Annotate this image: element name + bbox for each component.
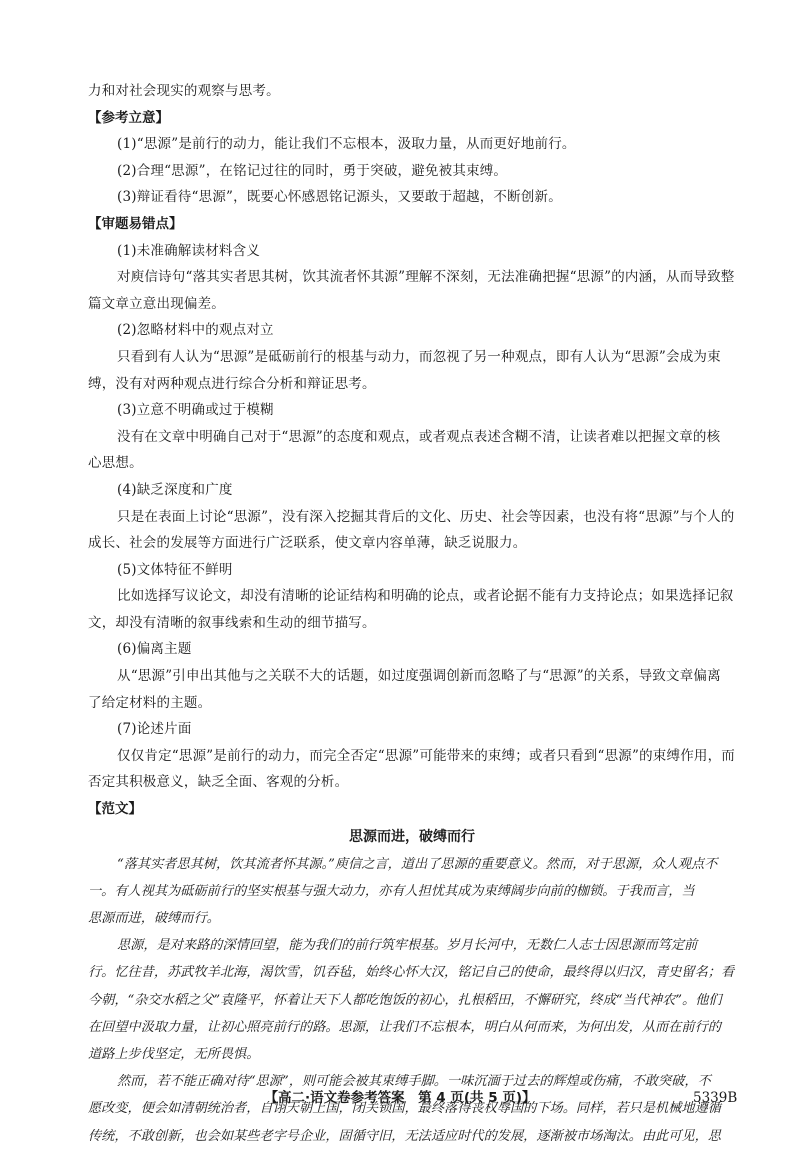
reference-idea-item: (3)辩证看待“思源”，既要心怀感恩铭记源头，又要敢于超越，不断创新。 bbox=[117, 189, 562, 206]
pitfall-text: 成长、社会的发展等方面进行广泛联系，使文章内容单薄，缺乏说服力。 bbox=[88, 535, 527, 552]
pitfall-text: 心思想。 bbox=[88, 455, 143, 472]
essay-line: 行。忆往昔，苏武牧羊北海，渴饮雪，饥吞毡，始终心怀大汉，铭记自己的使命，最终得以归汉，青史留名；看 bbox=[88, 965, 735, 981]
pitfall-text: 没有在文章中明确自己对于“思源”的态度和观点，或者观点表述含糊不清，让读者难以把握文章的核 bbox=[117, 428, 721, 445]
pitfall-text: 从“思源”引申出其他与之关联不大的话题，如过度强调创新而忽略了与“思源”的关系，导致文章偏离 bbox=[117, 668, 721, 685]
pitfall-text: 缚，没有对两种观点进行综合分析和辩证思考。 bbox=[88, 375, 376, 392]
pitfall-title: (6)偏离主题 bbox=[117, 641, 192, 658]
pitfall-title: (4)缺乏深度和广度 bbox=[117, 481, 233, 498]
footer-exam-code: 5339B bbox=[693, 1090, 738, 1106]
pitfall-title: (3)立意不明确或过于模糊 bbox=[117, 402, 274, 419]
pitfall-title: (7)论述片面 bbox=[117, 721, 192, 738]
intro-line: 力和对社会现实的观察与思考。 bbox=[88, 83, 280, 99]
page-content bbox=[88, 78, 736, 1150]
pitfall-text: 只看到有人认为“思源”是砥砺前行的根基与动力，而忽视了另一种观点，即有人认为“思源”会成为束 bbox=[117, 348, 721, 365]
pitfall-title: (1)未准确解读材料含义 bbox=[117, 242, 261, 259]
essay-line: 思源而进，破缚而行。 bbox=[88, 911, 220, 927]
pitfall-title: (2)忽略材料中的观点对立 bbox=[117, 322, 274, 339]
essay-line: 思源，是对来路的深情回望，能为我们的前行筑牢根基。岁月长河中，无数仁人志士因思源而笃定前 bbox=[117, 938, 698, 954]
model-essay-heading: 【范文】 bbox=[88, 801, 142, 818]
pitfall-text: 仅仅肯定“思源”是前行的动力，而完全否定“思源”可能带来的束缚；或者只看到“思源”的束缚作用，而 bbox=[117, 747, 736, 764]
reference-idea-item: (1)“思源”是前行的动力，能让我们不忘根本，汲取力量，从而更好地前行。 bbox=[117, 136, 576, 153]
page-footer bbox=[0, 1086, 800, 1110]
reference-idea-item: (2)合理“思源”，在铭记过往的同时，勇于突破，避免被其束缚。 bbox=[117, 162, 508, 179]
essay-line: 今朝，“杂交水稻之父”袁隆平，怀着让天下人都吃饱饭的初心，扎根稻田，不懈研究，终成“当代神农”。他们 bbox=[88, 992, 722, 1008]
footer-page-info: 【高二·语文卷参考答案 第 4 页(共 5 页)】 bbox=[264, 1090, 536, 1106]
pitfalls-heading: 【审题易错点】 bbox=[88, 215, 183, 232]
pitfall-title: (5)文体特征不鲜明 bbox=[117, 561, 233, 578]
model-essay-title: 思源而进，破缚而行 bbox=[349, 828, 475, 845]
essay-line: 然而，若不能正确对待“思源”，则可能会被其束缚手脚。一味沉湎于过去的辉煌或伤痛，不敢突破，不 bbox=[117, 1074, 711, 1090]
essay-line: 传统，不敢创新，也会如某些老字号企业，固循守旧，无法适应时代的发展，逐渐被市场淘汰。由此可见，思 bbox=[88, 1128, 721, 1144]
pitfall-text: 了给定材料的主题。 bbox=[88, 694, 212, 711]
pitfall-text: 否定其积极意义，缺乏全面、客观的分析。 bbox=[88, 774, 349, 791]
essay-line: 在回望中汲取力量，让初心照亮前行的路。思源，让我们不忘根本，明白从何而来，为何出发，从而在前行的 bbox=[88, 1019, 721, 1035]
pitfall-text: 文，却没有清晰的叙事线索和生动的细节描写。 bbox=[88, 614, 376, 631]
essay-line: 一。有人视其为砥砺前行的坚实根基与强大动力，亦有人担忧其成为束缚阔步向前的枷锁。于我而言，当 bbox=[88, 883, 695, 899]
essay-line: 愿改变，便会如清朝统治者，自诩天朝上国，闭关锁国，最终落得丧权辱国的下场。同样，若只是机械地遵循 bbox=[88, 1101, 721, 1117]
essay-line: 道路上步伐坚定，无所畏惧。 bbox=[88, 1047, 260, 1063]
pitfall-text: 篇文章立意出现偏差。 bbox=[88, 295, 225, 312]
pitfall-text: 对庾信诗句“落其实者思其树，饮其流者怀其源”理解不深刻，无法准确把握“思源”的内涵，从而导致整 bbox=[117, 269, 735, 286]
pitfall-text: 只是在表面上讨论“思源”，没有深入挖掘其背后的文化、历史、社会等因素，也没有将“思源”与个人的 bbox=[117, 508, 735, 525]
essay-line: “落其实者思其树，饮其流者怀其源。”庾信之言，道出了思源的重要意义。然而，对于思源，众人观点不 bbox=[117, 856, 718, 872]
reference-ideas-heading: 【参考立意】 bbox=[88, 109, 169, 126]
pitfall-text: 比如选择写议论文，却没有清晰的论证结构和明确的论点，或者论据不能有力支持论点；如果选择记叙 bbox=[117, 588, 734, 605]
